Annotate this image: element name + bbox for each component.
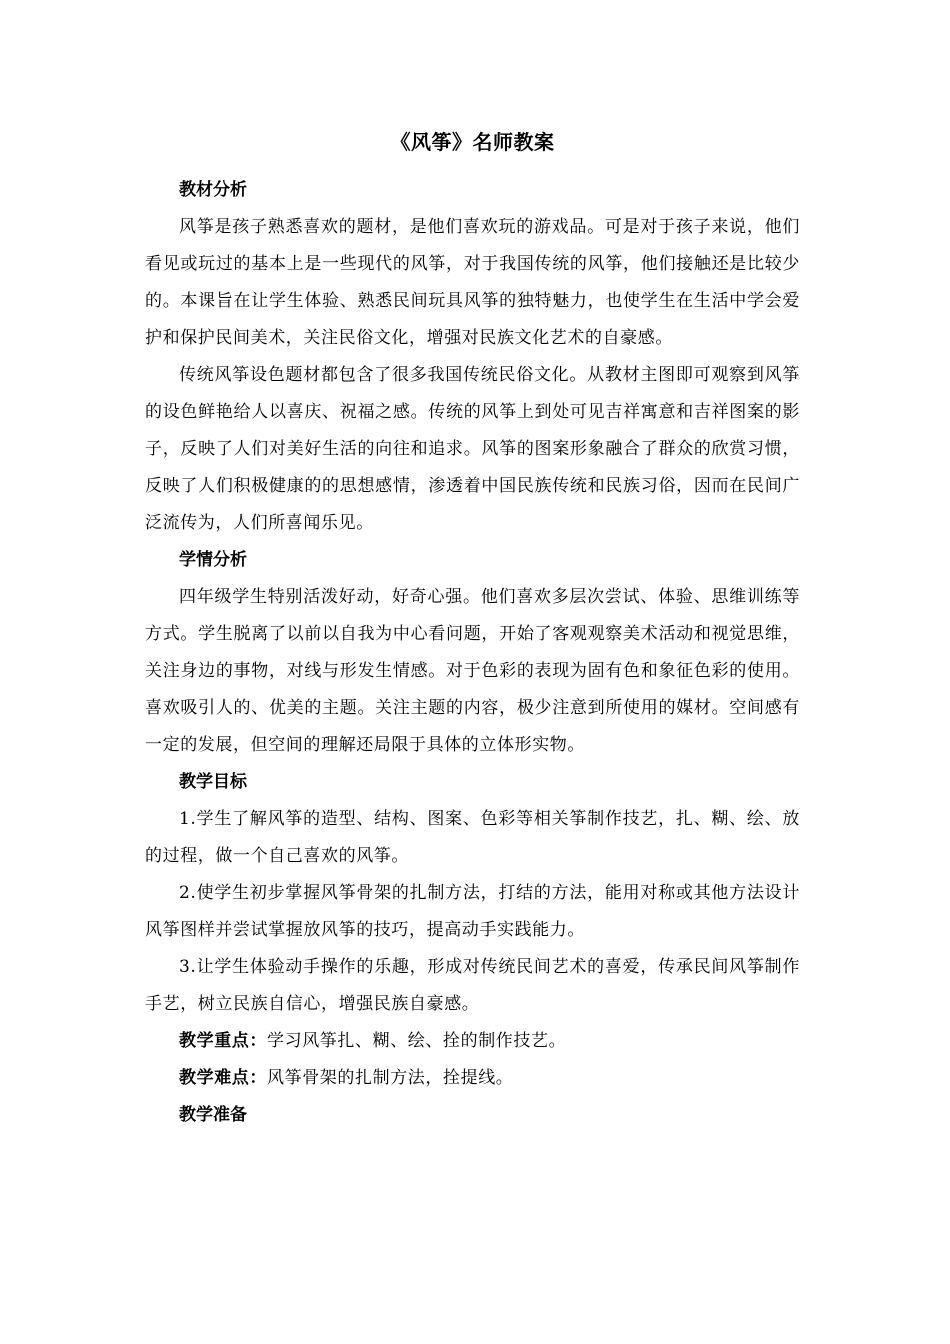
paragraph-material-1: 风筝是孩子熟悉喜欢的题材，是他们喜欢玩的游戏品。可是对于孩子来说，他们看见或玩过的基本上是一些现代的风筝，对于我国传统的风筝，他们接触还是比较少的。本课旨在让学生体验、熟悉民间玩具风筝的独特魅力，也使学生在生活中学会爱护和保护民间美术，关注民俗文化，增强对民族文化艺术的自豪感。 [145, 217, 800, 348]
difficulty-text: 风筝骨架的扎制方法，拴提线。 [267, 1068, 514, 1088]
goal-item-2: 2.使学生初步掌握风筝骨架的扎制方法，打结的方法，能用对称或其他方法设计风筝图样并尝试掌握放风筝的技巧，提高动手实践能力。 [145, 883, 800, 940]
heading-teaching-preparation: 教学准备 [179, 1105, 247, 1125]
heading-student-analysis: 学情分析 [179, 550, 247, 570]
heading-material-analysis: 教材分析 [179, 180, 247, 200]
key-point-label: 教学重点： [179, 1031, 267, 1051]
key-point-text: 学习风筝扎、糊、绘、拴的制作技艺。 [267, 1031, 567, 1051]
document-page [145, 126, 800, 1134]
heading-teaching-goals: 教学目标 [179, 772, 247, 792]
key-point-line [145, 1023, 800, 1060]
difficulty-line [145, 1060, 800, 1097]
paragraph-material-2: 传统风筝设色题材都包含了很多我国传统民俗文化。从教材主图即可观察到风筝的设色鲜艳给人以喜庆、祝福之感。传统的风筝上到处可见吉祥寓意和吉祥图案的影子，反映了人们对美好生活的向往和追求。风筝的图案形象融合了群众的欣赏习惯，反映了人们积极健康的的思想感情，渗透着中国民族传统和民族习俗，因而在民间广泛流传为，人们所喜闻乐见。 [145, 365, 800, 533]
goal-item-1: 1.学生了解风筝的造型、结构、图案、色彩等相关筝制作技艺，扎、糊、绘、放的过程，做一个自己喜欢的风筝。 [145, 809, 800, 866]
document-title: 《风筝》名师教案 [390, 130, 555, 154]
paragraph-students-1: 四年级学生特别活泼好动，好奇心强。他们喜欢多层次尝试、体验、思维训练等方式。学生脱离了以前以自我为中心看问题，开始了客观观察美术活动和视觉思维，关注身边的事物，对线与形发生情感。对于色彩的表现为固有色和象征色彩的使用。喜欢吸引人的、优美的主题。关注主题的内容，极少注意到所使用的媒材。空间感有一定的发展，但空间的理解还局限于具体的立体形实物。 [145, 587, 800, 755]
difficulty-label: 教学难点： [179, 1068, 267, 1088]
goal-item-3: 3.让学生体验动手操作的乐趣，形成对传统民间艺术的喜爱，传承民间风筝制作手艺，树立民族自信心，增强民族自豪感。 [145, 957, 800, 1014]
